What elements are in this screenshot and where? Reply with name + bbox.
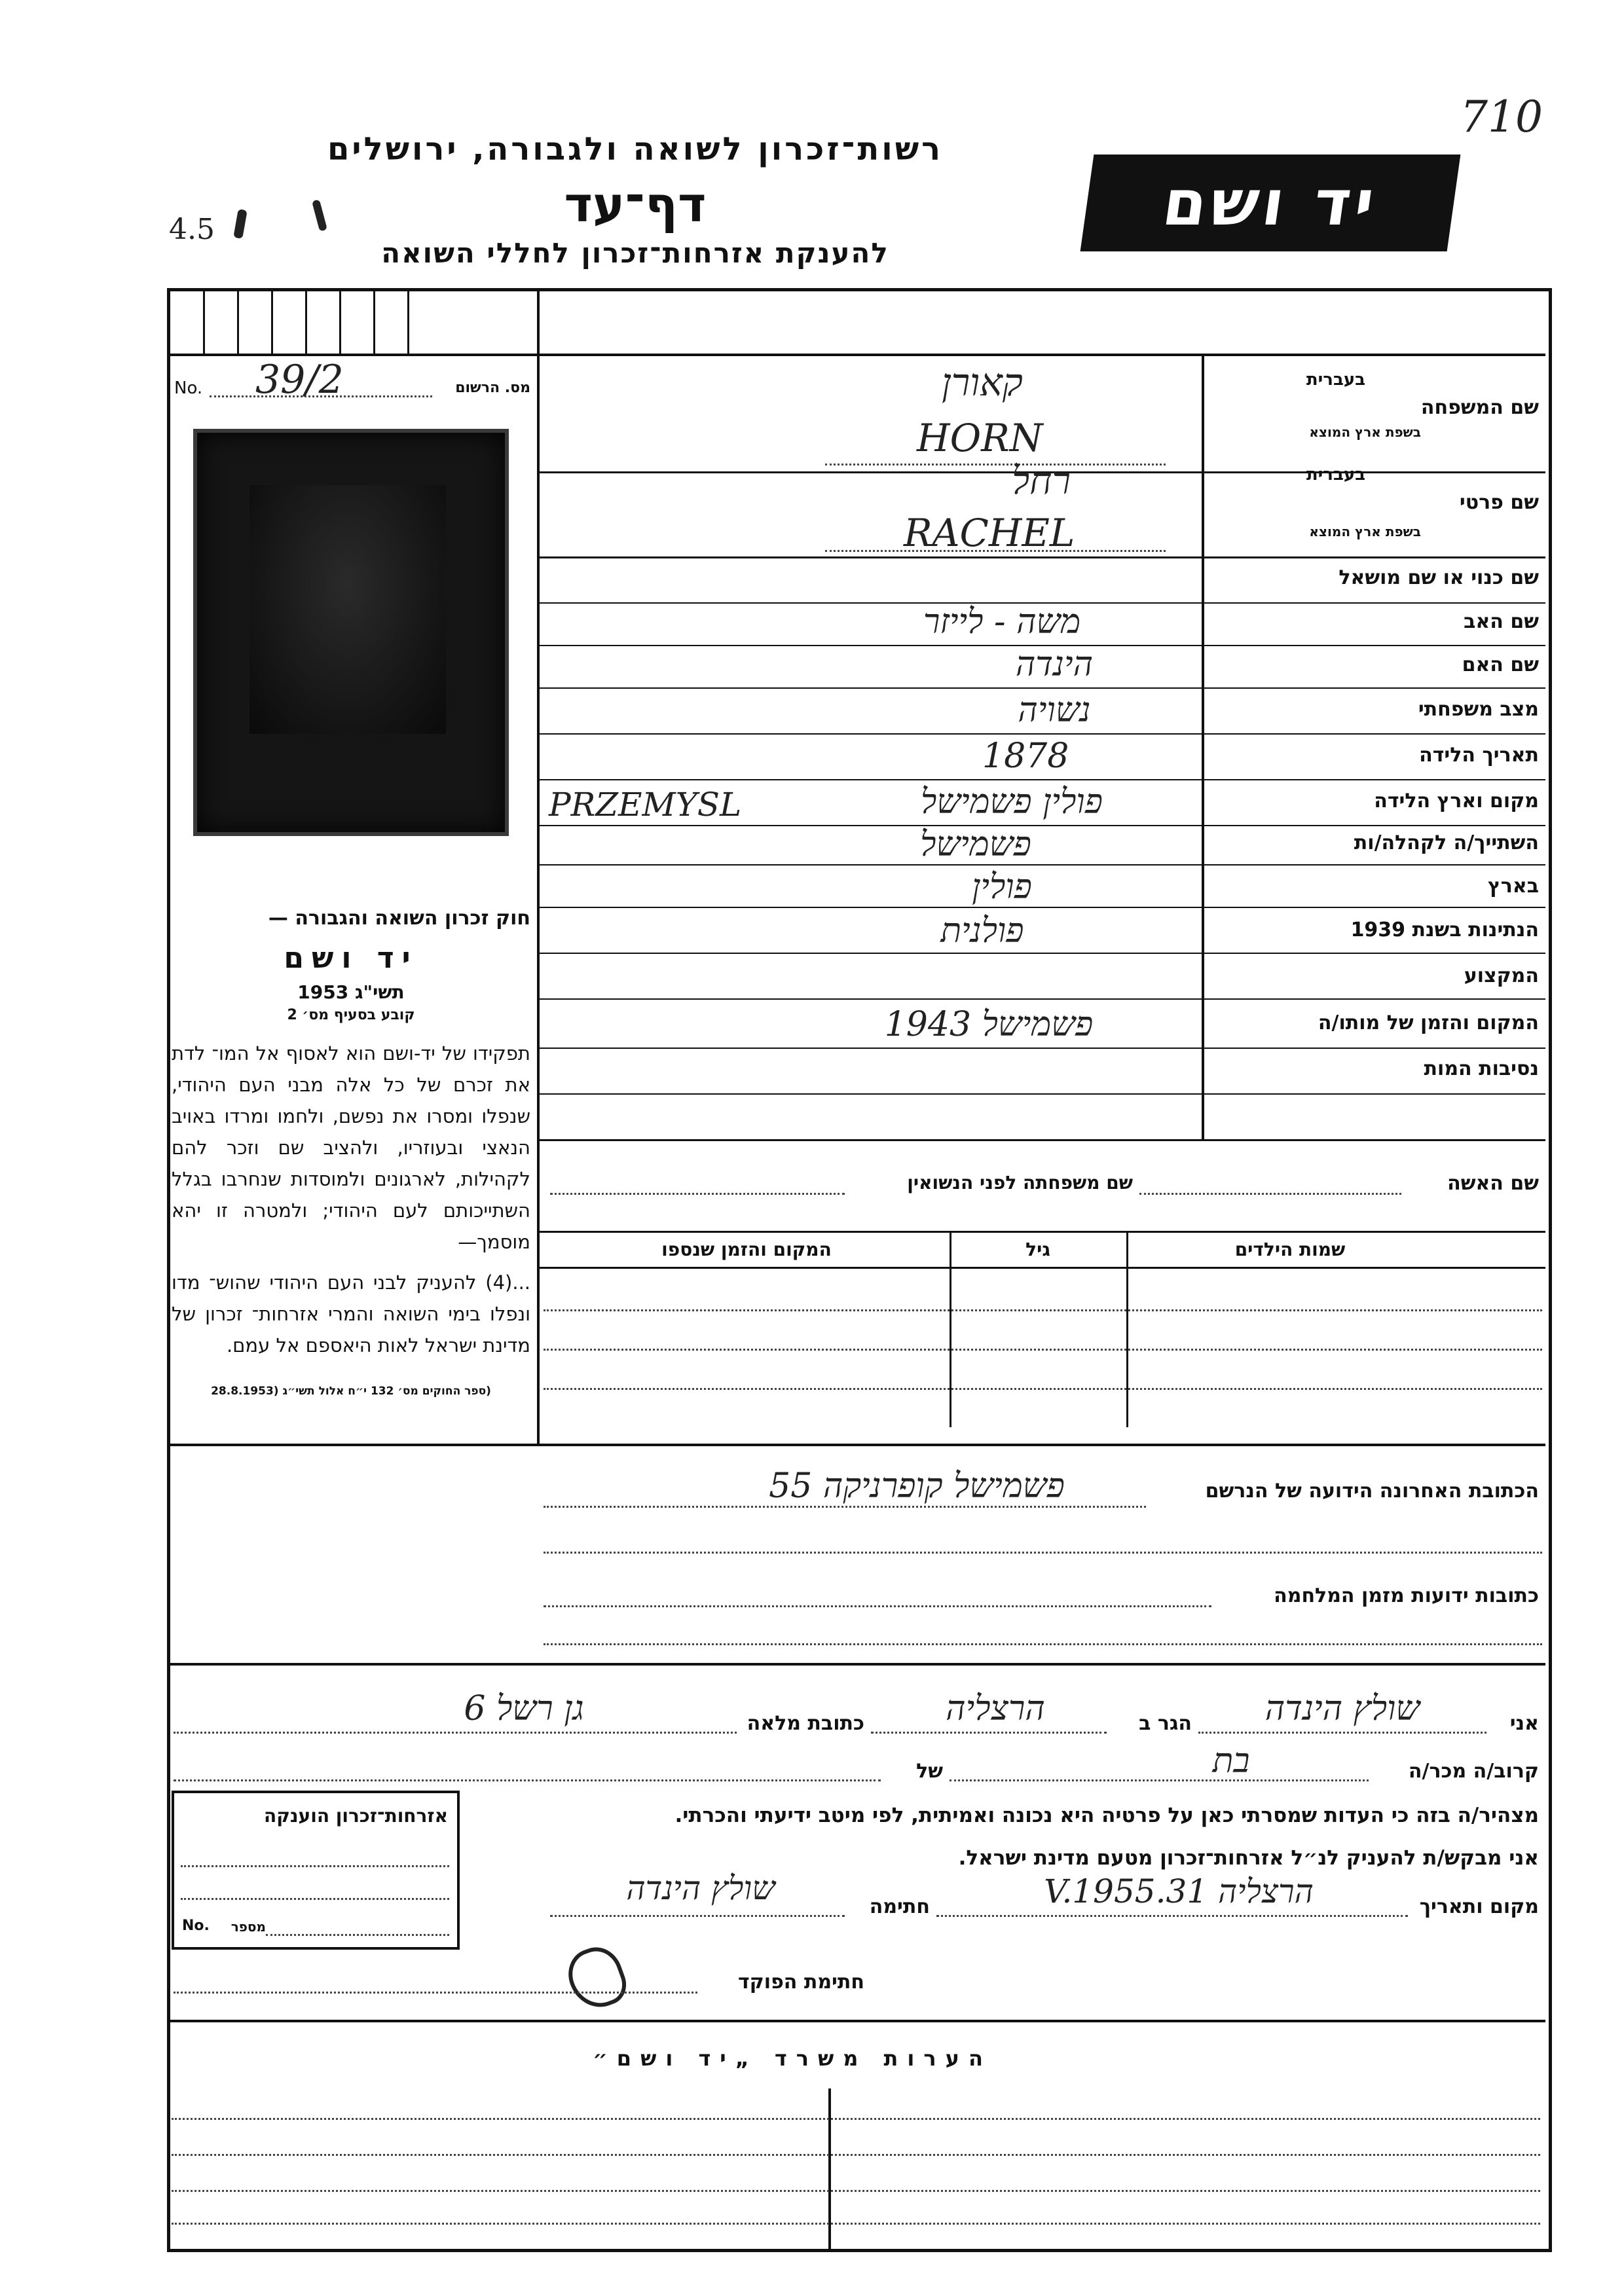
label-birth-date: תאריך הלידה [1419,744,1539,767]
label-war-addresses: כתובות ידועות מזמן המלחמה [1274,1584,1539,1607]
value-surname-hebrew: קאורן [942,360,1023,405]
value-nationality-1939: פולנית [940,911,1024,951]
value-death-place-time: פשמישל 1943 [884,1005,1094,1044]
law-name: יד ושם [284,941,418,975]
value-given-hebrew: רחל [1012,458,1071,503]
value-last-address: פשמישל קופרניקה 55 [769,1467,1065,1506]
registration-no-label: No. [174,378,203,398]
citizenship-box-no-label: No. [182,1918,210,1934]
document-subtitle: להענקת אזרחות־זכרון לחללי השואה [381,237,889,269]
witness-request: אני מבקש/ת להעניק לנ״ל אזרחות־זכרון מטעם מדינת ישראל. [958,1846,1539,1870]
registration-label: מס. הרשום [455,380,530,396]
label-last-address: הכתובת האחרונה הידועה של הנרשם [1205,1480,1539,1503]
label-officer-signature: חתימת הפוקד [738,1971,864,1994]
label-father: שם האב [1464,610,1539,633]
authority-name: רשות־זכרון לשואה ולגבורה, ירושלים [327,131,944,168]
ink-mark-icon [233,209,247,239]
value-father: משה - לייזר [923,602,1081,642]
value-birth-place: פולין פשמישל [921,782,1103,822]
law-paragraph-1: תפקידו של יד-ושם הוא לאסוף אל המו־ לדת את זכרם של כל אלה מבני העם היהודי, שנפלו ומסרו את נפשם, ולחמו ומרדו באויב הנאצי ובעוזריו, ולהציב שם וזכר להם לקהילות, לארגונים ולמוסדות שנחרבו בגלל השתייכותם לעם היהודי; ולמטרה זו יהא מוסמך— [172,1042,530,1253]
label-community: השתייך/ה לקהלה/ות [1354,831,1539,854]
label-death-circumstances: נסיבות המות [1424,1057,1539,1080]
victim-photo [193,429,509,836]
label-mother: שם האם [1462,653,1539,676]
law-clause: קובע בסעיף מס׳ 2 [287,1007,415,1023]
value-witness-name: שולץ הינדה [1264,1689,1420,1728]
citizenship-box-number-label: מספר [231,1919,266,1935]
label-of: של [916,1760,943,1783]
value-mother: הינדה [1015,645,1094,684]
children-header-place-time: המקום והזמן שנספו [661,1239,832,1260]
document-title: דף־עד [564,177,707,233]
value-birth-place-latin: PRZEMYSL [549,786,742,824]
label-wife-maiden-name: שם משפחתה לפני הנשואין [907,1172,1133,1194]
children-header-age: גיל [1025,1239,1050,1260]
law-source: (ספר החוקים מס׳ 132 י״ח אלול תשי״ג (28.8.1953 [211,1385,491,1398]
value-birth-date: 1878 [982,737,1069,776]
witness-signature: שולץ הינדה [626,1869,775,1907]
value-marital-status: נשויה [1018,691,1091,730]
label-surname-hebrew: בעברית [1306,370,1365,390]
value-full-address: גן רשל 6 [464,1689,584,1728]
law-text-block [172,907,530,1398]
label-country: בארץ [1487,875,1539,898]
citizenship-granted-box [172,1791,460,1950]
label-relation: קרוב/ה מכר/ה [1408,1760,1539,1783]
label-witness-resident: הגר ב [1139,1712,1192,1735]
label-surname: שם המשפחה [1420,396,1539,419]
label-nationality-1939: הנתינות בשנת 1939 [1350,919,1539,941]
value-surname-origin: HORN [917,416,1043,460]
children-header-names: שמות הילדים [1234,1239,1346,1260]
value-place-date: הרצליה 31.V.1955 [1044,1872,1314,1910]
label-alias: שם כנוי או שם מושאל [1338,566,1539,589]
archive-mark: 710 [1460,92,1543,142]
label-wife: שם האשה [1447,1172,1539,1195]
witness-declaration: מצהיר/ה בזה כי העדות שמסרתי כאן על פרטיה היא נכונה ואמיתית, לפי מיטב ידיעתי והכרתי. [674,1804,1539,1827]
registration-number: 39/2 [255,357,344,403]
label-surname-origin: בשפת ארץ המוצא [1309,424,1421,440]
label-birth-place: מקום וארץ הלידה [1374,790,1539,812]
label-given-hebrew: בעברית [1306,465,1365,484]
citizenship-box-title: אזרחות־זכרון הוענקה [264,1805,448,1827]
reference-number: 4.5 [169,213,215,246]
value-relation: בת [1212,1741,1250,1781]
label-given-origin: בשפת ארץ המוצא [1309,524,1421,539]
label-signature: חתימה [869,1895,930,1918]
law-year: תשי"ג 1953 [297,981,405,1003]
label-full-address: כתובת מלאה [747,1712,864,1735]
label-marital-status: מצב משפחתי [1418,698,1539,721]
value-witness-city: הרצליה [946,1689,1045,1728]
label-given-name: שם פרטי [1459,491,1539,514]
value-community: פשמישל [920,825,1031,864]
law-paragraph-2: ...(4) להעניק לבני העם היהודי שהוש־ מדו ונפלו בימי השואה והמרי אזרחות־ זכרון של מדינת ישראל לאות היאספם אל עמם. [172,1271,530,1357]
remarks-title: הערות משרד „יד ושם״ [593,2046,992,2071]
label-witness-i: אני [1509,1712,1539,1735]
value-country: פולין [972,867,1032,907]
law-title: חוק זכרון השואה והגבורה — [268,907,530,930]
label-profession: המקצוע [1464,964,1539,987]
label-death-place-time: המקום והזמן של מותו/ה [1318,1011,1539,1034]
label-place-date: מקום ותאריך [1419,1895,1539,1918]
value-given-origin: RACHEL [904,511,1075,555]
yad-vashem-logo: יד ושם [1080,155,1461,251]
